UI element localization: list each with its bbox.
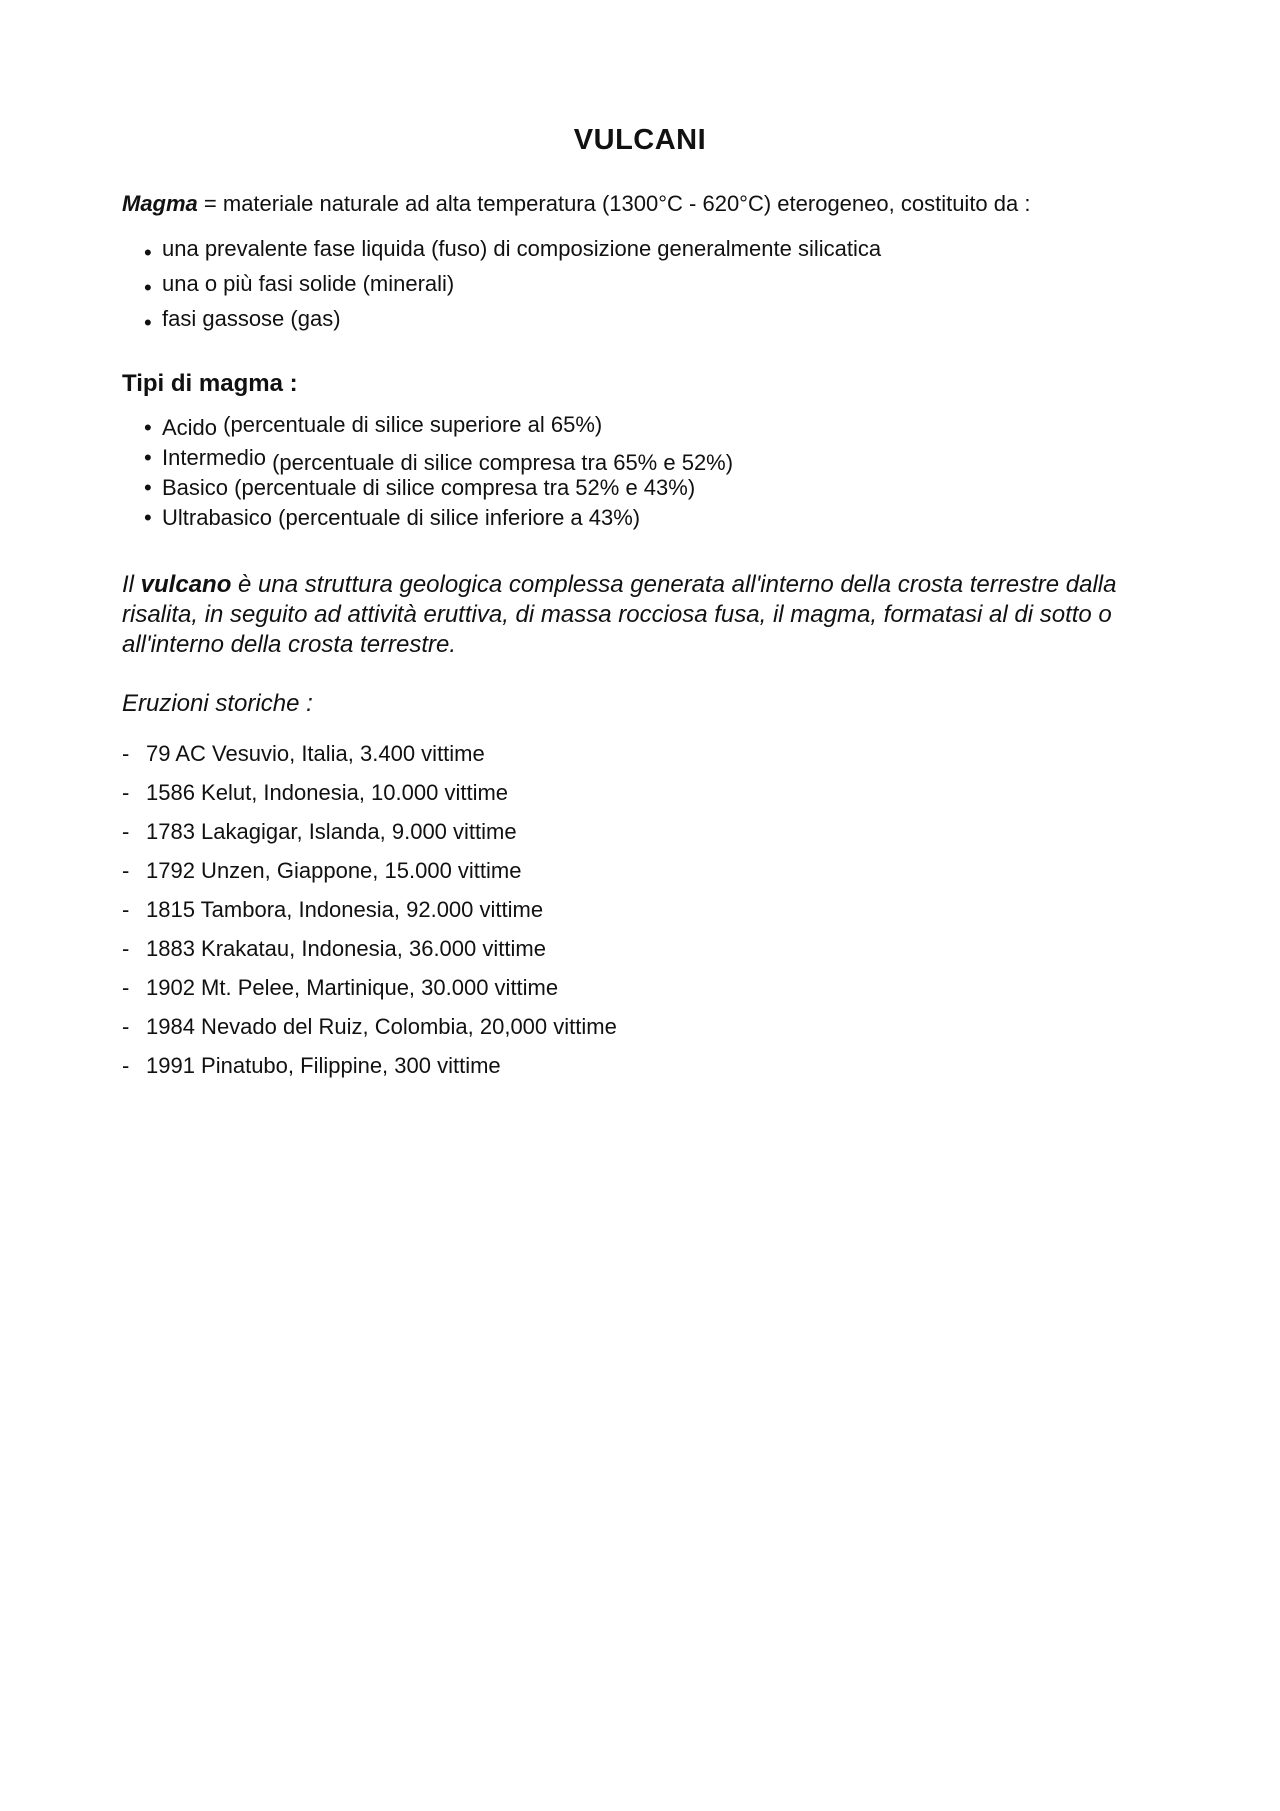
dash-marker: -	[122, 897, 130, 922]
eruption-text: 1783 Lakagigar, Islanda, 9.000 vittime	[146, 819, 517, 844]
list-item	[122, 858, 617, 897]
vulcano-definition	[122, 570, 1162, 660]
bullet-icon: •	[144, 240, 152, 265]
dash-marker: -	[122, 936, 130, 961]
list-item	[144, 306, 881, 341]
magma-type-name: Ultrabasico	[162, 505, 273, 530]
list-item	[144, 475, 733, 505]
list-item	[122, 741, 617, 780]
magma-type-desc: (percentuale di silice compresa tra 52% e 43%)	[228, 475, 696, 500]
magma-type-name: Basico	[162, 475, 229, 500]
bullet-icon: •	[144, 275, 152, 300]
list-item	[122, 780, 617, 819]
bullet-icon: •	[144, 505, 152, 530]
eruption-text: 1991 Pinatubo, Filippine, 300 vittime	[146, 1053, 501, 1078]
eruption-text: 1984 Nevado del Ruiz, Colombia, 20,000 vittime	[146, 1014, 617, 1039]
list-item	[144, 505, 733, 535]
bullet-icon: •	[144, 415, 152, 440]
magma-types-heading: Tipi di magma :	[122, 370, 298, 397]
magma-term: Magma	[122, 191, 198, 216]
list-item	[122, 1014, 617, 1053]
eruption-text: 1815 Tambora, Indonesia, 92.000 vittime	[146, 897, 544, 922]
list-item	[122, 1053, 617, 1092]
list-item	[122, 819, 617, 858]
dash-marker: -	[122, 780, 130, 805]
magma-definition-text: = materiale naturale ad alta temperatura (1300°C - 620°C) eterogeneo, costituito da :	[197, 191, 1031, 216]
list-item	[122, 897, 617, 936]
list-item-text: una o più fasi solide (minerali)	[162, 271, 455, 296]
bullet-icon: •	[144, 310, 152, 335]
eruption-text: 1883 Krakatau, Indonesia, 36.000 vittime	[146, 936, 546, 961]
list-item	[144, 271, 881, 306]
magma-type-desc: (percentuale di silice compresa tra 65% e 52%)	[265, 450, 734, 475]
list-item	[122, 936, 617, 975]
dash-marker: -	[122, 819, 130, 844]
bullet-icon: •	[144, 475, 152, 500]
page-title: VULCANI	[573, 124, 707, 156]
eruptions-list	[122, 741, 617, 1092]
dash-marker: -	[122, 975, 130, 1000]
dash-marker: -	[122, 1014, 130, 1039]
list-item	[144, 445, 733, 475]
magma-type-desc: (percentuale di silice superiore al 65%)	[217, 412, 603, 437]
bullet-icon: •	[144, 445, 152, 470]
eruption-text: 1792 Unzen, Giappone, 15.000 vittime	[146, 858, 522, 883]
eruption-text: 1586 Kelut, Indonesia, 10.000 vittime	[146, 780, 509, 805]
magma-type-name: Acido	[162, 415, 218, 440]
magma-type-name: Intermedio	[162, 445, 266, 470]
vulcano-definition-text: è una struttura geologica complessa generata all'interno della crosta terrestre dalla risalita, in seguito ad attività eruttiva, di massa rocciosa fusa, il magma, formatasi al di sotto o all'interno della crosta terrestre.	[122, 571, 1117, 658]
eruptions-heading: Eruzioni storiche :	[122, 690, 313, 717]
magma-type-desc: (percentuale di silice inferiore a 43%)	[272, 505, 641, 530]
list-item-text: una prevalente fase liquida (fuso) di composizione generalmente silicatica	[162, 236, 882, 261]
eruption-text: 79 AC Vesuvio, Italia, 3.400 vittime	[146, 741, 485, 766]
dash-marker: -	[122, 741, 130, 766]
magma-definition	[122, 191, 1030, 217]
vulcano-prefix: Il	[122, 571, 141, 598]
dash-marker: -	[122, 858, 130, 883]
list-item	[144, 236, 881, 271]
magma-types-list	[144, 412, 734, 535]
list-item	[144, 412, 733, 445]
list-item	[122, 975, 617, 1014]
magma-components-list	[144, 236, 881, 341]
eruption-text: 1902 Mt. Pelee, Martinique, 30.000 vittime	[146, 975, 559, 1000]
list-item-text: fasi gassose (gas)	[162, 306, 341, 331]
vulcano-term: vulcano	[140, 571, 232, 598]
dash-marker: -	[122, 1053, 130, 1078]
